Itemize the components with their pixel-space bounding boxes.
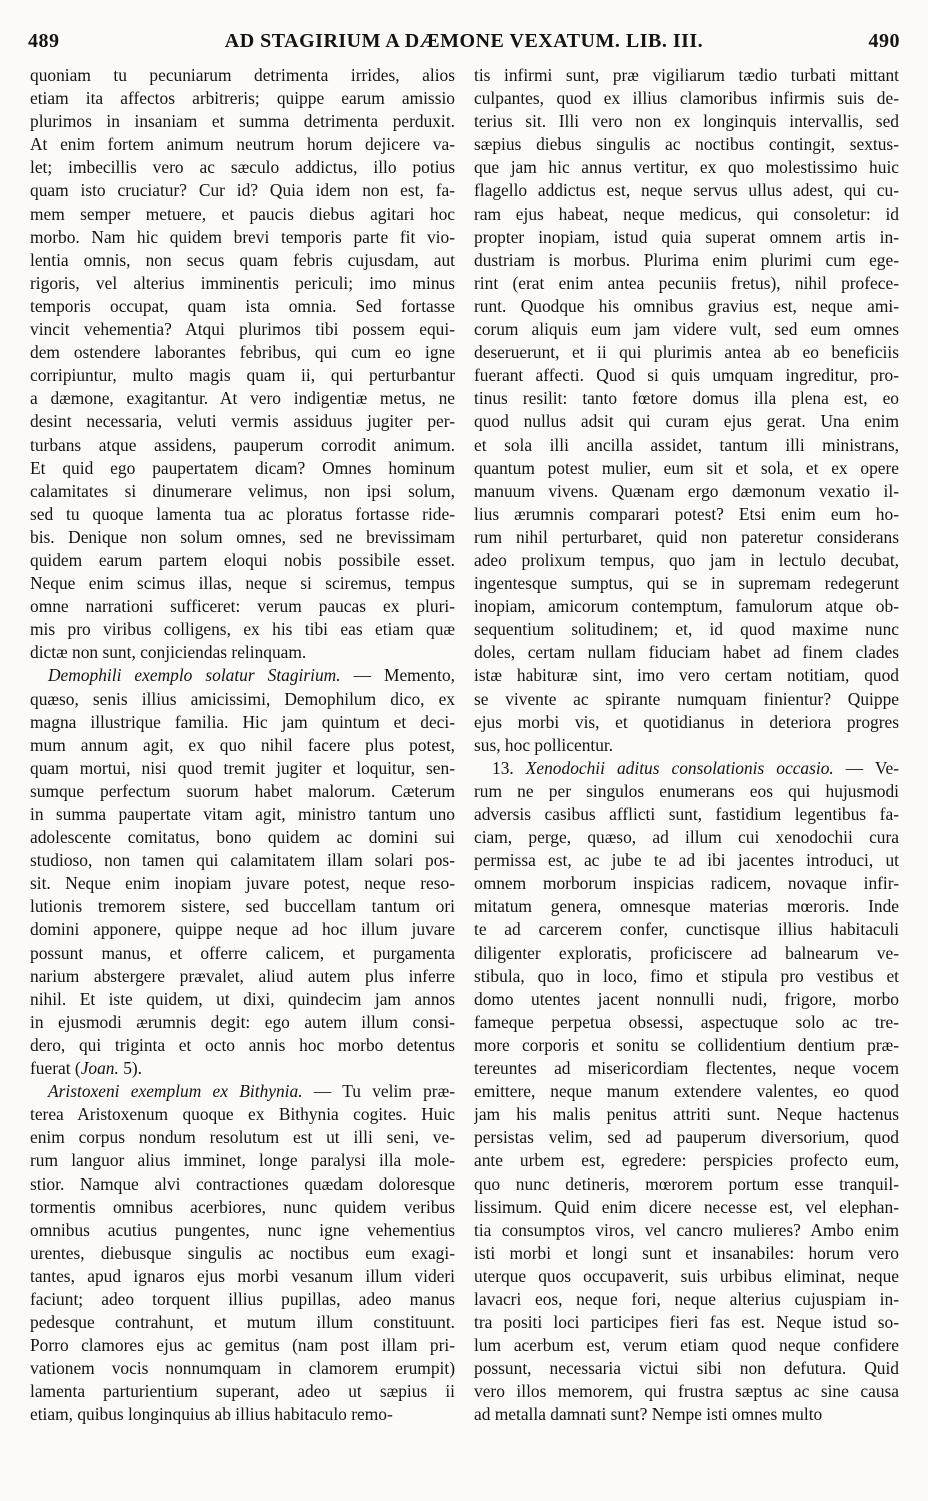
text-line: emittere, neque manum extendere valentes, eo quod xyxy=(474,1081,899,1102)
text-line: se vivente ac spirante numquam finientur? Quippe xyxy=(474,688,899,709)
text-line: quam isto cruciatur? Cur id? Quia idem non est, fa- xyxy=(30,180,455,201)
text-line: tormentis omnibus acerbiores, nunc quidem veribus xyxy=(30,1196,455,1217)
text-line: dustriam is morbus. Plurima enim plurimi cum ege- xyxy=(474,249,899,270)
text-line: desint necessaria, veluti vermis assiduus jugiter per- xyxy=(30,411,455,432)
text-line: Porro clamores ejus ac gemitus (nam post illam pri- xyxy=(30,1335,455,1356)
text-line: sæpius diebus singulis ac noctibus contingit, sextus- xyxy=(474,134,899,155)
text-line: magna illustrique familia. Hic jam quintum et deci- xyxy=(30,711,455,732)
text-line: stibula, quo in loco, fimo et stipula pro vestibus et xyxy=(474,965,899,986)
text-line: studioso, non tamen qui calamitatem illam solari pos- xyxy=(30,850,455,871)
text-line: doles, certam nullam fiduciam habet ad finem clades xyxy=(474,642,899,663)
text-line: quoniam tu pecuniarum detrimenta irrides, alios xyxy=(30,65,455,85)
text-line: lum acerbum est, verum etiam quod neque confidere xyxy=(474,1335,899,1356)
text-line: tereuntes ad misericordiam flectentes, neque vocem xyxy=(474,1058,899,1079)
right-text-column xyxy=(474,64,899,1427)
text-line: dem ostendere laborantes febribus, qui cum eo igne xyxy=(30,342,455,363)
text-line: inopiam, amicorum contemptum, famulorum atque ob- xyxy=(474,596,899,617)
text-line: sit. Neque enim inopiam juvare potest, neque reso- xyxy=(30,873,455,894)
text-line: sequentium solitudinem; et, id quod maxime nunc xyxy=(474,619,899,640)
text-line: pedesque contrahunt, et mutum illum constituunt. xyxy=(30,1312,455,1333)
text-line: urentes, diebusque singulis ac noctibus eum exagi- xyxy=(30,1242,455,1263)
text-line: manuum vivens. Quænam ergo dæmonum vexatio il- xyxy=(474,480,899,501)
text-line: mitatum genera, omnesque materias mœroris. Inde xyxy=(474,896,899,917)
text-line: propter inopiam, istud quia superat omnem artis in- xyxy=(474,226,899,247)
text-line: vero illos memorem, qui frustra sæptus ac sine causa xyxy=(474,1381,899,1402)
text-line: tia consumptos viros, vel cancro mulieres? Ambo enim xyxy=(474,1219,899,1240)
text-line: more corporis et sonitu se collidentium dentium præ- xyxy=(474,1034,899,1055)
text-line: ante urbem est, egredere: perspicies profecto eum, xyxy=(474,1150,899,1171)
text-line: narium abstergere prævalet, aliud autem plus inferre xyxy=(30,965,455,986)
text-line: sed tu quoque lamenta tua ac ploratus fortasse ride- xyxy=(30,503,455,524)
text-line: quam mortui, nisi quod tremit jugiter et loquitur, sen- xyxy=(30,757,455,778)
text-line: quidem earum partem eloqui nobis possibile esset. xyxy=(30,549,455,570)
text-line: At enim fortem animum neutrum horum dejicere va- xyxy=(30,134,455,155)
text-line: diligenter exploratis, proficiscere ad balnearum ve- xyxy=(474,942,899,963)
text-line: calamitates si dinumerare velimus, non ipsi solum, xyxy=(30,480,455,501)
text-line: isti morbi et longi sunt et insanabiles: horum vero xyxy=(474,1242,899,1263)
text-line: adversis casibus afflicti sunt, fastidium legentibus fa- xyxy=(474,804,899,824)
text-line: adeo prolixum tempus, quo jam in lectulo decubat, xyxy=(474,549,899,570)
text-line: tra positi loci participes fieri fas est. Neque istud so- xyxy=(474,1312,899,1333)
text-line: mis pro viribus colligens, ex his tibi eas etiam quæ xyxy=(30,619,455,640)
text-line: quod nullus adsit qui curam ejus gerat. Una enim xyxy=(474,411,899,432)
text-line: persistas velim, sed ad pauperum diversorium, quod xyxy=(474,1127,899,1148)
text-line: dero, qui triginta et octo annis hoc morbo detentus xyxy=(30,1034,455,1055)
text-line: culpantes, quod ex illius clamoribus infirmis suis de- xyxy=(474,88,899,109)
text-line: ejus morbi vis, et quotidianus in deteriora progres xyxy=(474,711,899,732)
text-line: rigoris, vel alterius imminentis periculi; imo minus xyxy=(30,272,455,293)
text-line: 13. Xenodochii aditus consolationis occasio. — Ve- xyxy=(492,757,899,778)
text-line: terea Aristoxenum quoque ex Bithynia cogites. Huic xyxy=(30,1104,455,1125)
text-line: omne narrationi sufficeret: verum paucas ex pluri- xyxy=(30,596,455,617)
text-line: lentia omnis, non secus quam febris cujusdam, aut xyxy=(30,249,455,270)
text-line: a dæmone, exagitantur. At vero indigentiæ metus, ne xyxy=(30,388,455,409)
text-line: rum nihil perturbaret, quid non pateretur considerans xyxy=(474,526,899,547)
text-line: que jam hic annus vertitur, ex quo molestissimo huic xyxy=(474,157,899,178)
page-number-right: 490 xyxy=(868,30,900,52)
text-line: corum aliquis eum jam videre vult, sed eum omnes xyxy=(474,319,899,340)
text-line: terius sit. Illi vero non ex longinquis intervallis, sed xyxy=(474,111,899,132)
text-line: Demophili exemplo solatur Stagirium. — Memento, xyxy=(48,665,455,686)
text-line: etiam, quibus longinquius ab illius habitaculo remo- xyxy=(30,1404,393,1425)
text-line: tinus resilit: tanto fœtore domus illa plena est, eo xyxy=(474,388,899,409)
text-line: vincit vehementia? Atqui plurimos tibi possem equi- xyxy=(30,319,455,340)
text-line: dictæ non sunt, conjiciendas relinquam. xyxy=(30,642,307,663)
text-line: rint (erat enim antea pecuniis fretus), nihil profece- xyxy=(474,272,899,293)
text-line: fuerant affecti. Quod si quis umquam ingreditur, pro- xyxy=(474,365,899,386)
text-line: fuerat (Joan. 5). xyxy=(30,1058,143,1079)
text-line: stior. Namque alvi contractiones quædam doloresque xyxy=(30,1173,455,1194)
text-line: nihil. Et iste quidem, ut dixi, quindecim jam annos xyxy=(30,988,455,1009)
text-line: fameque perpetua obsessi, aspectuque solo ac tre- xyxy=(474,1011,899,1032)
text-line: domini apponere, quippe neque ad hoc illum juvare xyxy=(30,919,455,940)
text-line: quo nunc detineris, mœrorem portum esse tranquil- xyxy=(474,1173,899,1194)
text-line: in ejusmodi ærumnis degit: ego autem illum consi- xyxy=(30,1011,455,1032)
text-line: omnibus acutius pungentes, nunc igne vehementius xyxy=(30,1219,455,1240)
text-line: lissimum. Quid enim dicere necesse est, vel elephan- xyxy=(474,1196,899,1217)
text-line: runt. Quodque his omnibus gravius est, neque ami- xyxy=(474,295,899,316)
text-line: morbo. Nam hic quidem brevi temporis parte fit vio- xyxy=(30,226,455,247)
text-line: lutionis tremorem sistere, sed buccellam tantum ori xyxy=(30,896,455,917)
running-header xyxy=(28,30,900,60)
text-line: omnem morborum inspicias radicem, novaque infir- xyxy=(474,873,899,894)
text-line: possunt manus, et offerre calicem, et purgamenta xyxy=(30,942,455,963)
text-line: te ad carcerem confer, cunctisque illius habitaculi xyxy=(474,919,899,940)
text-line: etiam ita affectos arbitreris; quippe earum amissio xyxy=(30,88,455,109)
text-line: sus, hoc pollicentur. xyxy=(474,734,614,755)
left-text-column xyxy=(30,64,455,1427)
page-number-left: 489 xyxy=(28,30,60,52)
running-title: AD STAGIRIUM A DÆMONE VEXATUM. LIB. III. xyxy=(224,30,704,52)
text-line: ingentesque sumptus, qui se in supremam redegerunt xyxy=(474,573,899,594)
text-line: Et quid ego paupertatem dicam? Omnes hominum xyxy=(30,457,455,478)
text-line: corripiuntur, multo magis quam ii, qui perturbantur xyxy=(30,365,455,386)
text-line: quæso, senis illius amicissimi, Demophilum dico, ex xyxy=(30,688,455,709)
text-line: faciunt; adeo torquent illius pupillas, adeo manus xyxy=(30,1288,455,1309)
text-line: istæ habituræ sint, imo vero certam notitiam, quod xyxy=(474,665,899,686)
text-line: quantum potest mulier, eum sit et sola, et ex opere xyxy=(474,457,899,478)
text-line: turbans atque assidens, pauperum corrodit animum. xyxy=(30,434,455,455)
text-line: in summa paupertate vitam agit, ministro tantum uno xyxy=(30,804,455,824)
text-line: Neque enim scimus illas, neque si sciremus, tempus xyxy=(30,573,455,594)
text-line: lamenta parturientium superant, adeo ut sæpius ii xyxy=(30,1381,455,1402)
text-line: plurimos in insaniam et summa detrimenta perduxit. xyxy=(30,111,455,132)
text-line: mum annum agit, ex quo nihil facere plus potest, xyxy=(30,734,455,755)
text-line: temporis occupat, quam ista omnia. Sed fortasse xyxy=(30,295,455,316)
text-line: let; imbecillis vero ac sæculo addictus, illo potius xyxy=(30,157,455,178)
text-line: permissa est, ac jube te ad ibi jacentes introduci, ut xyxy=(474,850,899,871)
text-line: rum languor alius imminet, longe paralysi illa mole- xyxy=(30,1150,455,1171)
text-line: ram ejus habeat, neque medicus, qui consoletur: id xyxy=(474,203,899,224)
text-line: ciam, perge, quæso, ad illum cui xenodochii cura xyxy=(474,827,899,848)
text-line: sumque perfectum suorum habet malorum. Cæterum xyxy=(30,780,455,801)
text-line: bis. Denique non solum omnes, sed ne brevissimam xyxy=(30,526,455,547)
text-line: mem semper metuere, et paucis diebus agitari hoc xyxy=(30,203,455,224)
text-line: et sola illi ancilla assidet, tantum illi ministrans, xyxy=(474,434,899,455)
text-line: flagello addictus est, neque servus ullus adest, qui cu- xyxy=(474,180,899,201)
text-line: possunt, necessaria victui sibi non defutura. Quid xyxy=(474,1358,899,1379)
text-line: tantes, apud ignaros ejus morbi vesanum illum videri xyxy=(30,1265,455,1286)
text-line: rum ne per singulos enumerans eos qui hujusmodi xyxy=(474,780,899,801)
text-line: lavacri eos, neque fori, neque alterius cujuspiam in- xyxy=(474,1288,899,1309)
text-line: domo utentes jacent nonnulli nudi, frigore, morbo xyxy=(474,988,899,1009)
text-line: jam his malis penitus attriti sunt. Neque hactenus xyxy=(474,1104,899,1125)
text-line: vationem vocis nonnumquam in clamorem erumpit) xyxy=(30,1358,455,1379)
text-line: deseruerunt, et ii qui plurimis antea ab eo beneficiis xyxy=(474,342,899,363)
text-line: tis infirmi sunt, præ vigiliarum tædio turbati mittant xyxy=(474,65,899,85)
text-line: ad metalla damnati sunt? Nempe isti omnes multo xyxy=(474,1404,823,1425)
text-line: Aristoxeni exemplum ex Bithynia. — Tu velim præ- xyxy=(48,1081,455,1102)
text-line: adolescente comitatus, bono quidem ac domini sui xyxy=(30,827,455,848)
text-line: uterque quos occupaverit, suis urbibus eliminat, neque xyxy=(474,1265,899,1286)
text-line: lius ærumnis comparari potest? Etsi enim eum ho- xyxy=(474,503,899,524)
text-line: enim corpus nondum resolutum est ut illi seni, ve- xyxy=(30,1127,455,1148)
